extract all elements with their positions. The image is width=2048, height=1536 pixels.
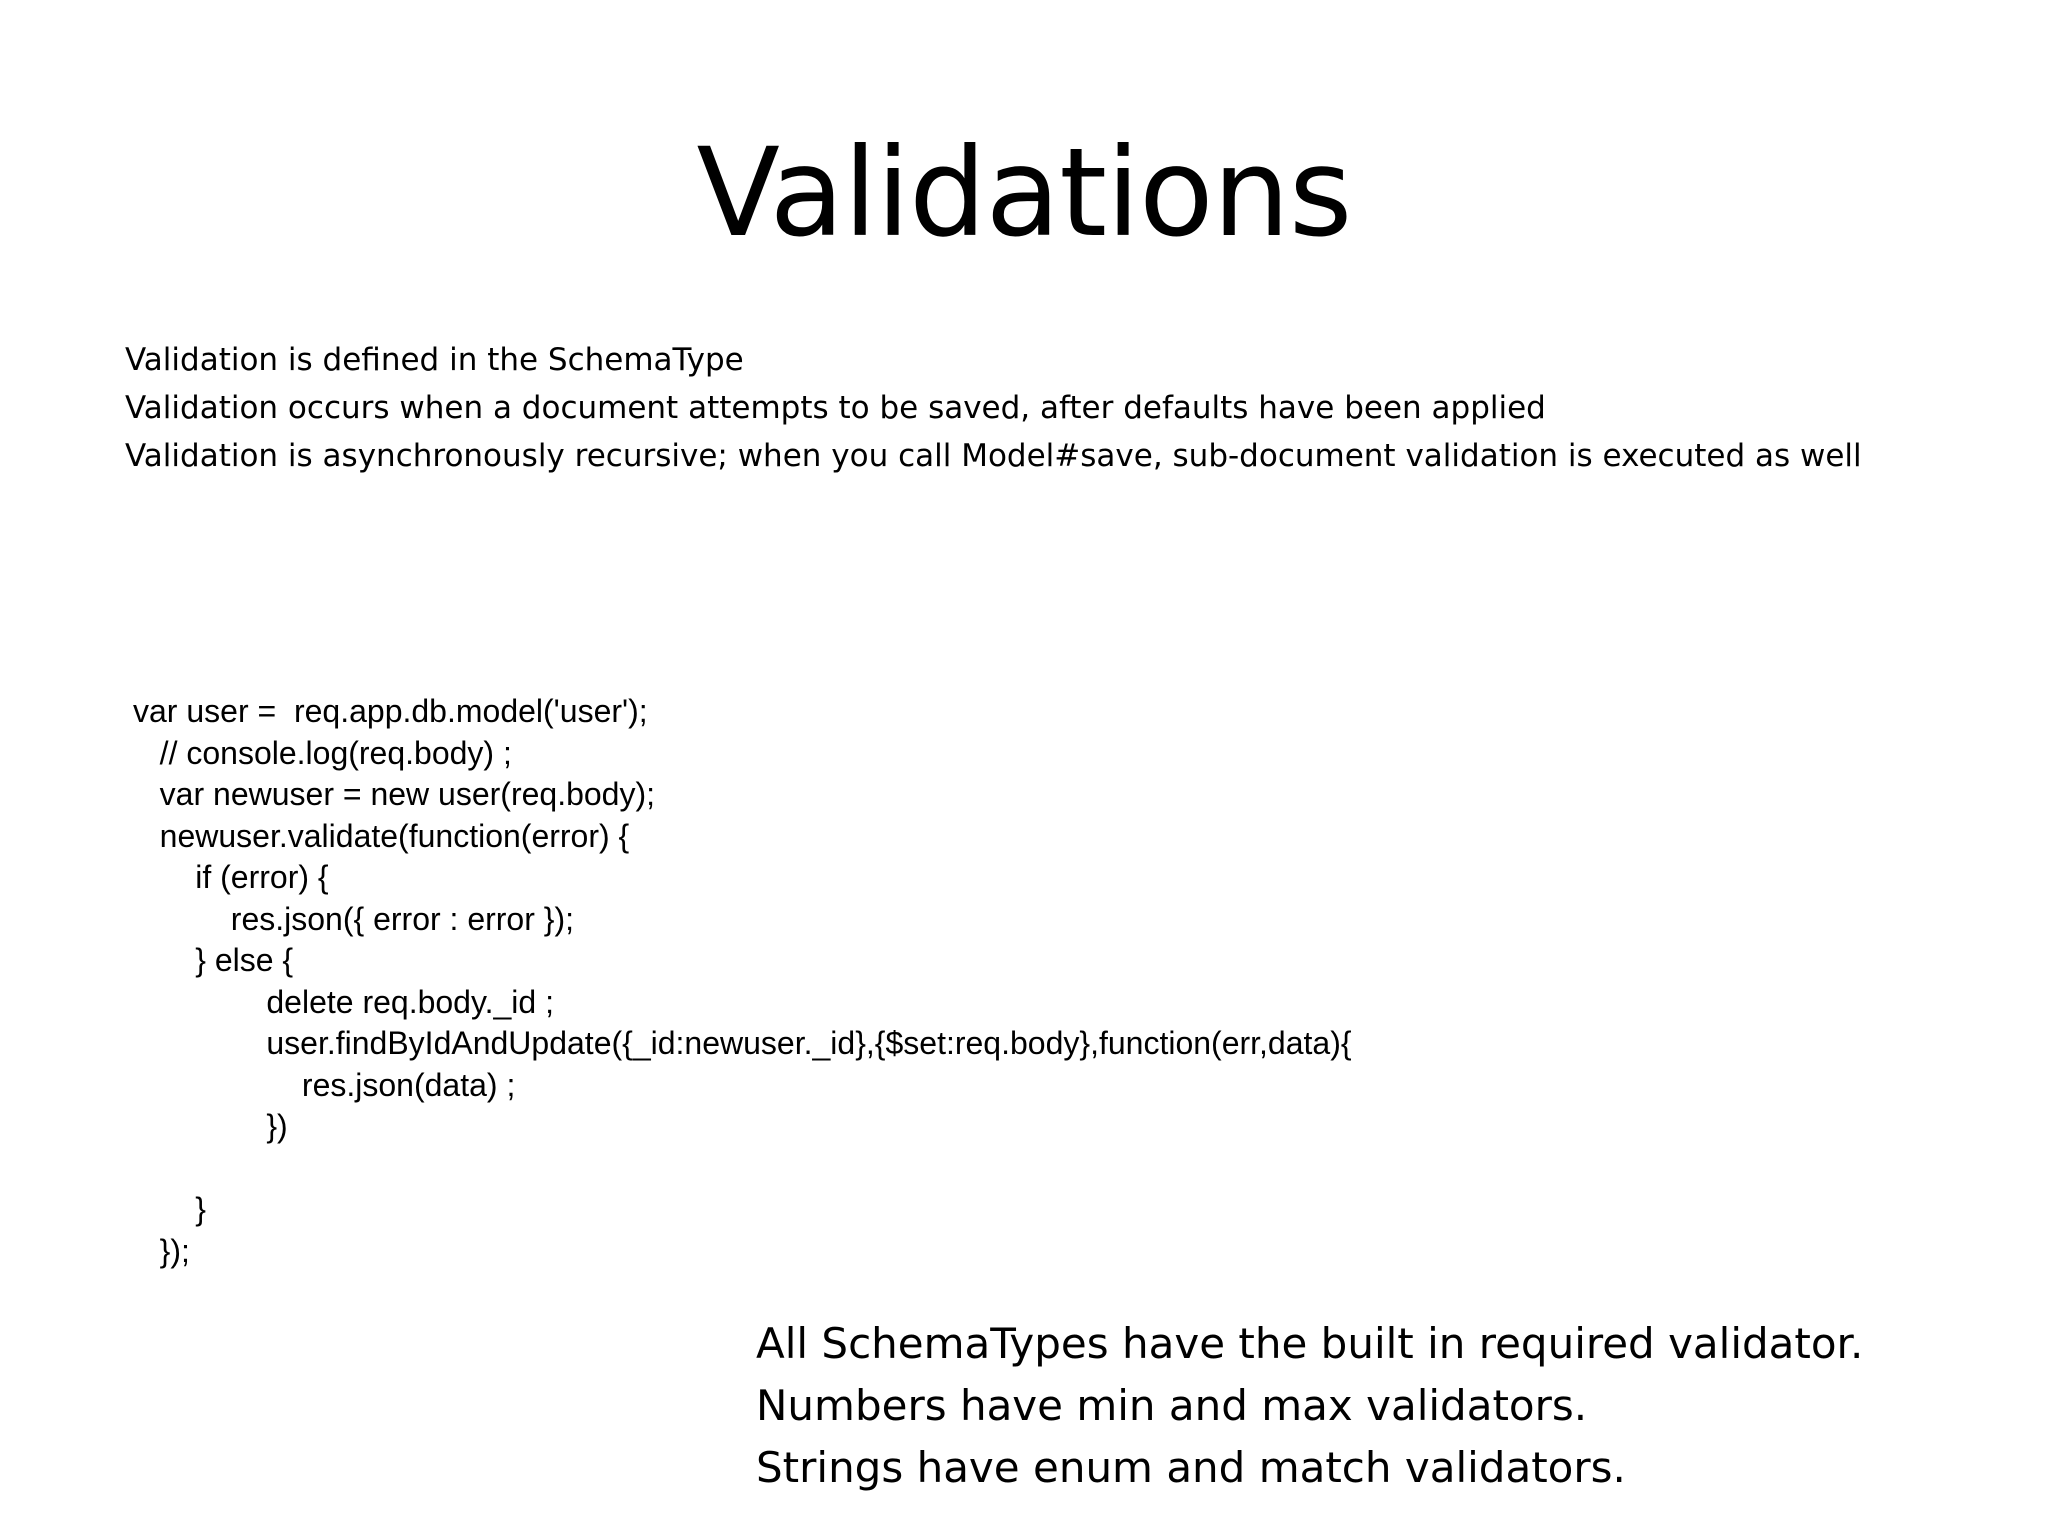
code-line: user.findByIdAndUpdate({_id:newuser._id},{$set:req.body},function(err,data){ (133, 1025, 1352, 1061)
code-line: var user = req.app.db.model('user'); (133, 693, 648, 729)
code-line-blank (133, 1148, 1633, 1190)
code-line: if (error) { (133, 859, 329, 895)
code-line: } (133, 1191, 206, 1227)
intro-line: Validation occurs when a document attempts to be saved, after defaults have been applied (125, 390, 1546, 426)
intro-line: Validation is defined in the SchemaType (125, 342, 744, 378)
code-line: newuser.validate(function(error) { (133, 817, 630, 854)
code-line: delete req.body._id ; (133, 983, 554, 1020)
summary-line: Strings have enum and match validators. (756, 1443, 1626, 1492)
code-snippet (133, 691, 1633, 1272)
code-line: res.json({ error : error }); (133, 900, 574, 937)
code-line: } else { (133, 942, 294, 978)
code-line: res.json(data) ; (133, 1066, 516, 1103)
code-line: // console.log(req.body) ; (133, 734, 512, 771)
summary-line: Numbers have min and max validators. (756, 1381, 1588, 1430)
slide-title: Validations (696, 122, 1352, 264)
validator-summary (756, 1313, 2016, 1499)
summary-line: All SchemaTypes have the built in required validator. (756, 1319, 1864, 1368)
intro-line: Validation is asynchronously recursive; when you call Model#save, sub-document validation is executed as well (125, 438, 1862, 474)
intro-text (125, 336, 2025, 480)
code-line: }); (133, 1232, 190, 1269)
code-line: var newuser = new user(req.body); (133, 776, 656, 812)
code-line: }) (133, 1108, 288, 1144)
